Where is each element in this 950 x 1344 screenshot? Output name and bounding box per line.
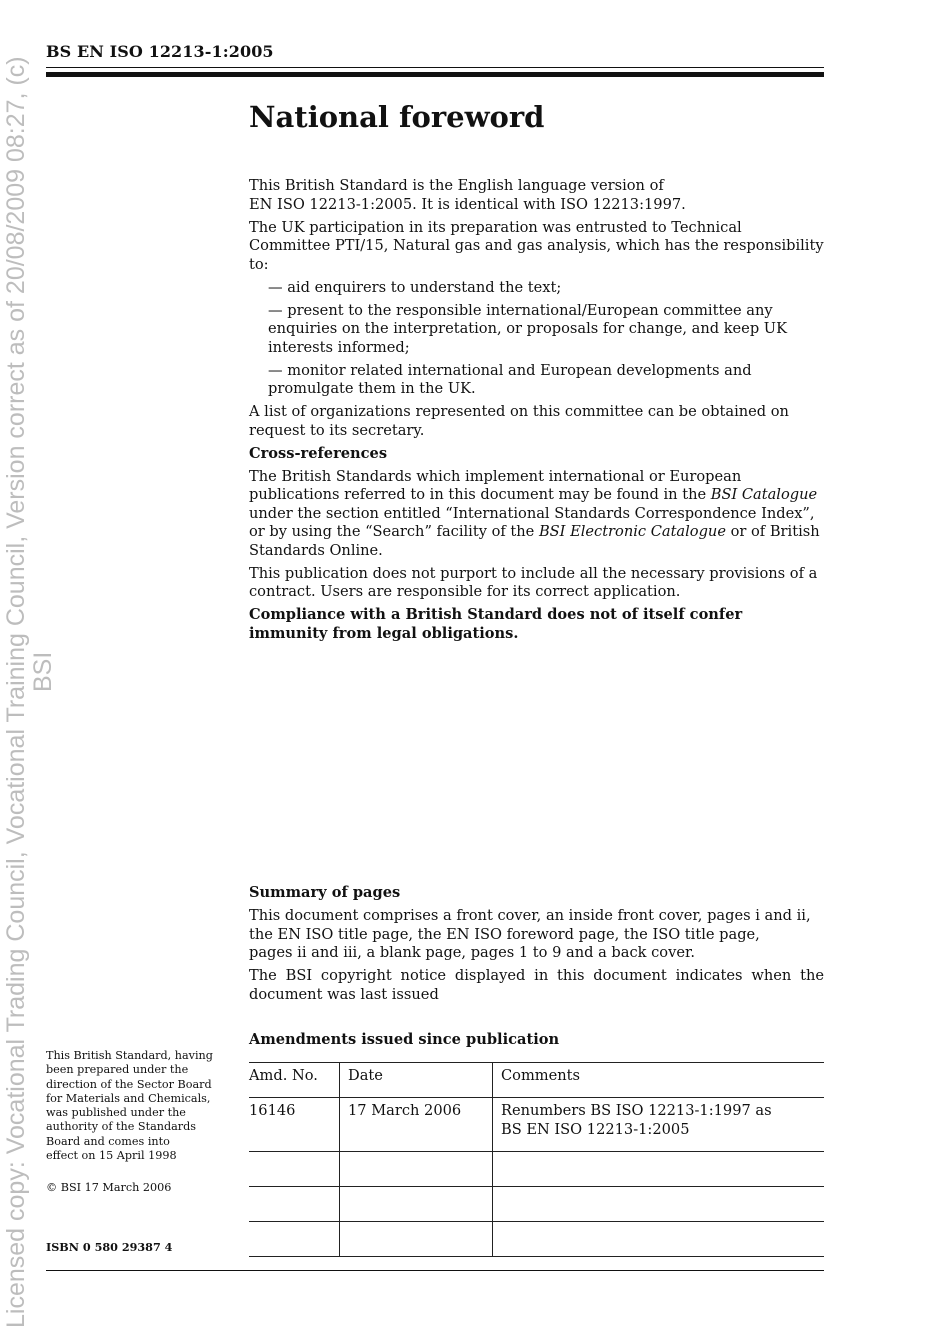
amendments-table <box>249 1062 824 1257</box>
table-row <box>249 1098 824 1152</box>
isbn-number: ISBN 0 580 29387 4 <box>46 1240 173 1254</box>
empty-cell <box>340 1187 493 1222</box>
comments-cell <box>493 1098 825 1152</box>
publication-note <box>46 1049 231 1163</box>
empty-cell <box>493 1222 825 1257</box>
crossref-text-2: under the section entitled “International Standards Correspondence Index”, or by using the “Search” facility of the <box>249 504 815 540</box>
note-line: been prepared under the <box>46 1063 189 1077</box>
watermark-line-1: Licensed copy: Vocational Trading Council, Vocational Training Council, Version correct as of 20/08/2009 08:27, (c) <box>2 56 30 1328</box>
table-header-row <box>249 1063 824 1098</box>
organizations-paragraph: A list of organizations represented on this committee can be obtained on request to its secretary. <box>249 403 789 439</box>
header-rule-thick <box>46 72 824 77</box>
table-row <box>249 1187 824 1222</box>
copyright-notice-paragraph: The BSI copyright notice displayed in this document indicates when the document was last issued <box>249 967 824 1003</box>
committee-paragraph: The UK participation in its preparation was entrusted to Technical Committee PTI/15, Natural gas and gas analysis, which has the responsibility to: <box>249 218 824 273</box>
crossref-text-3: or of British Standards Online. <box>249 523 820 559</box>
foreword-body <box>249 177 824 648</box>
list-item: — aid enquirers to understand the text; <box>268 278 562 296</box>
note-line: authority of the Standards <box>46 1120 197 1134</box>
column-header-comments: Comments <box>493 1063 825 1098</box>
note-line: This British Standard, having <box>46 1049 213 1062</box>
crossref-heading: Cross-references <box>249 444 388 462</box>
responsibility-list <box>249 279 824 399</box>
column-header-amd-no: Amd. No. <box>249 1067 318 1084</box>
table-row <box>249 1222 824 1257</box>
date-cell: 17 March 2006 <box>340 1098 493 1152</box>
provisions-paragraph: This publication does not purport to include all the necessary provisions of a contract. Users are responsible for its correct application. <box>249 564 818 600</box>
intro-paragraph <box>249 177 824 214</box>
empty-cell <box>249 1152 340 1187</box>
note-line: direction of the Sector Board <box>46 1077 212 1091</box>
footer-rule <box>46 1270 824 1271</box>
summary-heading: Summary of pages <box>249 884 401 901</box>
comment-line-1: Renumbers BS ISO 12213-1:1997 as <box>501 1102 772 1119</box>
summary-line-1: This document comprises a front cover, an inside front cover, pages i and ii, <box>249 907 811 924</box>
intro-line-1: This British Standard is the English language version of <box>249 177 664 194</box>
summary-paragraph <box>249 907 824 963</box>
list-item: — present to the responsible international/European committee any enquiries on the interpretation, or proposals for change, and keep UK interests informed; <box>268 301 788 356</box>
note-line: for Materials and Chemicals, <box>46 1091 211 1105</box>
intro-line-2: EN ISO 12213-1:2005. It is identical with ISO 12213:1997. <box>249 195 686 213</box>
summary-line-2: the EN ISO title page, the EN ISO foreword page, the ISO title page, <box>249 925 760 943</box>
crossref-paragraph <box>249 468 824 561</box>
comment-line-2: BS EN ISO 12213-1:2005 <box>501 1120 690 1138</box>
summary-of-pages <box>249 884 824 1009</box>
table-row <box>249 1152 824 1187</box>
note-line: was published under the <box>46 1106 186 1120</box>
empty-cell <box>249 1222 340 1257</box>
bsi-electronic-catalogue-ref: BSI Electronic Catalogue <box>538 523 726 540</box>
page-title: National foreword <box>249 100 545 134</box>
document-id: BS EN ISO 12213-1:2005 <box>46 42 274 61</box>
empty-cell <box>493 1187 825 1222</box>
summary-line-3: pages ii and iii, a blank page, pages 1 to 9 and a back cover. <box>249 944 695 961</box>
column-header-date: Date <box>340 1063 493 1098</box>
compliance-statement: Compliance with a British Standard does not of itself confer immunity from legal obligations. <box>249 606 743 642</box>
note-line: Board and comes into <box>46 1134 170 1148</box>
list-item: — monitor related international and European developments and promulgate them in the UK. <box>268 361 752 397</box>
empty-cell <box>493 1152 825 1187</box>
note-line: effect on 15 April 1998 <box>46 1149 177 1163</box>
copyright-line: © BSI 17 March 2006 <box>46 1181 172 1194</box>
watermark-line-2: BSI <box>29 651 57 692</box>
empty-cell <box>249 1187 340 1222</box>
amendments-heading: Amendments issued since publication <box>249 1031 560 1048</box>
header-rule-thin <box>46 67 824 68</box>
empty-cell <box>340 1152 493 1187</box>
empty-cell <box>340 1222 493 1257</box>
amd-no-cell: 16146 <box>249 1102 296 1119</box>
crossref-text-1: The British Standards which implement international or European publications referred to in this document may be found in the <box>249 467 742 503</box>
bsi-catalogue-ref: BSI Catalogue <box>710 486 818 503</box>
